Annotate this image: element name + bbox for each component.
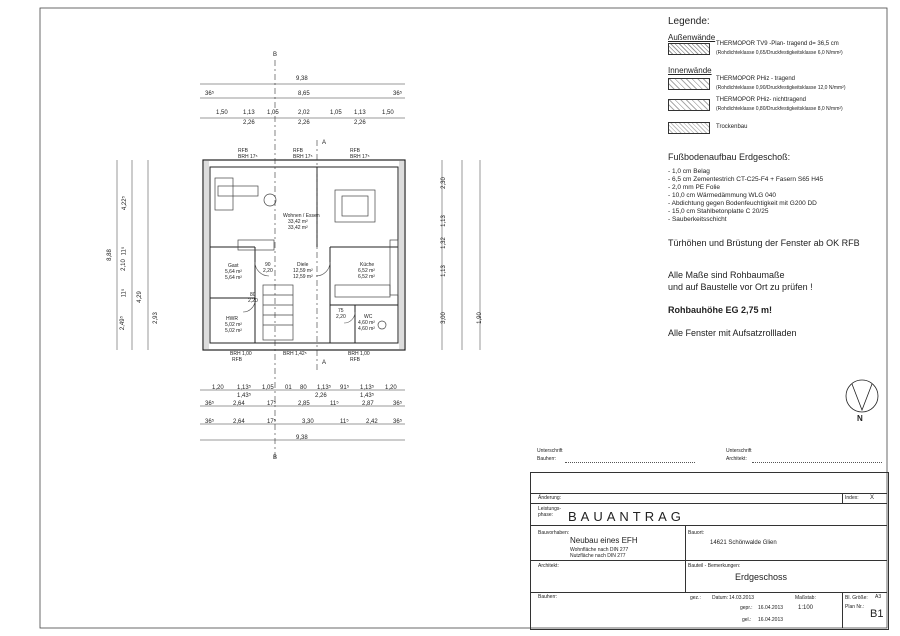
sig-right-label: Unterschrift: [726, 448, 752, 454]
floor-build-list: [668, 168, 823, 224]
dim-bot3-3: 3,30: [302, 419, 314, 425]
dim-top-4: 2,02: [298, 110, 310, 116]
rfb-bottom-2: RFB: [232, 357, 242, 363]
tb-project-label: Bauvorhaben:: [538, 530, 570, 536]
legend-outer-hatch: [668, 43, 710, 55]
rfb-label-2: RFB: [293, 148, 303, 154]
dim-left-4: 11⁵: [121, 288, 128, 298]
tb-phase-label: Leistungs- phase:: [538, 506, 562, 518]
floor-layer: - 6,5 cm Zementestrich CT-C25-F4 + Fasern S65 H45: [668, 176, 824, 183]
rfb-bottom-3: BRH 1,42⁵: [283, 351, 307, 357]
room-gast-name: Gast: [228, 263, 239, 269]
room-wc-area2: 4,60 m²: [358, 326, 375, 332]
dim-bot1-2: 1,13⁵: [237, 385, 252, 391]
dim-left-3: 2,10: [120, 259, 127, 271]
dim-top-2: 1,13: [243, 110, 255, 116]
tb-aenderung: Änderung:: [538, 495, 562, 501]
tb-gel: 16.04.2013: [758, 617, 784, 623]
dim-bot2-4: 11⁵: [330, 401, 339, 407]
dim-left-6: 2,93: [152, 312, 159, 324]
dim-bot2-1: 2,64: [233, 401, 245, 407]
dim-top-6: 1,13: [354, 110, 366, 116]
dim-bot2-3: 2,85: [298, 401, 310, 407]
room-wohnen-area1: 33,42 m²: [288, 219, 308, 225]
dim-bot2-2: 17⁵: [267, 401, 277, 407]
opening-2-h: 2,20: [248, 298, 258, 304]
dim-bot1-9: 1,20: [385, 385, 397, 391]
dim-right-3: 1,32: [440, 237, 447, 249]
sig-left-role: Bauherr:: [537, 456, 557, 462]
tb-plan-label: Plan Nr.:: [845, 604, 865, 610]
tb-plan: B1: [870, 608, 884, 620]
section-lines: [275, 60, 317, 460]
dim-bot3-4: 11⁵: [340, 419, 349, 425]
opening-2: 80: [250, 292, 256, 298]
rfb-bottom-5: RFB: [350, 357, 360, 363]
room-hwr-name: HWR: [226, 316, 238, 322]
legend-inner-item-3: Trockenbau: [716, 124, 748, 130]
opening-3-h: 2,20: [336, 314, 346, 320]
tb-project: Neubau eines EFH: [570, 536, 638, 545]
floor-layer: - Sauberkeitsschicht: [668, 216, 727, 223]
note-height: Rohbauhöhe EG 2,75 m!: [668, 305, 773, 315]
legend-inner-item-2: THERMOPOR PHiz- nichttragend: [716, 97, 807, 103]
dim-top-sub-3: 2,26: [354, 120, 366, 126]
rfb-bottom-4: BRH 1,00: [348, 351, 370, 357]
room-kueche-area2: 6,52 m²: [358, 274, 375, 280]
dim-left-total: 8,88: [106, 249, 113, 261]
room-kueche-area1: 6,52 m²: [358, 268, 375, 274]
dim-bot1-3: 1,05: [262, 385, 274, 391]
room-diele-area2: 12,59 m²: [293, 274, 313, 280]
dim-bot1-8: 1,13⁵: [360, 385, 375, 391]
opening-1-h: 2,20: [263, 268, 273, 274]
tb-project-sub1: Wohnfläche nach DIN 277: [570, 547, 629, 553]
tb-line: [530, 592, 887, 593]
sig-left-line: [565, 462, 695, 463]
tb-owner-label: Bauherr:: [538, 594, 558, 600]
note-doors: Türhöhen und Brüstung der Fenster ab OK RFB: [668, 238, 860, 248]
north-arrow: [846, 380, 878, 412]
tb-line: [842, 493, 843, 503]
dim-left-5: 4,29: [136, 291, 143, 303]
rfb-bottom-1: BRH 1,00: [230, 351, 252, 357]
note-measures-1: Alle Maße sind Rohbaumaße: [668, 270, 785, 280]
tb-part: Erdgeschoss: [735, 572, 788, 582]
tb-scale: 1:100: [798, 605, 814, 611]
tb-gepr-label: gepr.:: [740, 605, 753, 611]
sig-right-role: Architekt:: [726, 456, 747, 462]
dim-right-5: 3,00: [440, 312, 447, 324]
tb-site-label: Bauort:: [688, 530, 705, 536]
tb-line: [685, 525, 686, 592]
dim-bot3-1: 2,64: [233, 419, 245, 425]
dim-left-1: 4,22⁵: [122, 195, 129, 211]
dim-bot-wall-l: 36⁵: [205, 401, 215, 407]
legend-inner-hatch-1: [668, 78, 710, 90]
dim-inner-top: 8,65: [298, 91, 310, 97]
dim-right-2: 1,13: [440, 215, 447, 227]
dim-wall-right: 36⁵: [393, 91, 403, 97]
tb-format: A3: [875, 594, 882, 600]
opening-3: 75: [338, 308, 344, 314]
dim-top-5: 1,05: [330, 110, 342, 116]
brh-label-1: BRH 17⁵: [238, 154, 258, 160]
dim-wall-left: 36⁵: [205, 91, 215, 97]
tb-line: [842, 592, 843, 628]
room-wc-name: WC: [364, 314, 373, 320]
dim-bot2-5: 2,87: [362, 401, 374, 407]
tb-gepr: 16.04.2013: [758, 605, 784, 611]
legend-inner-sub-1: (Rohdichteklasse 0,90/Druckfestigkeitsklasse 12,0 N/mm²): [716, 85, 846, 91]
dim-bot3-5: 2,42: [366, 419, 378, 425]
north-label: N: [857, 414, 863, 423]
dim-total-top: 9,38: [296, 76, 308, 82]
brh-label-3: BRH 17⁵: [350, 154, 370, 160]
legend-outer-title: Außenwände: [668, 33, 716, 42]
dim-top-1: 1,50: [216, 110, 228, 116]
note-windows: Alle Fenster mit Aufsatzrollladen: [668, 328, 797, 338]
room-wohnen-area2: 33,42 m²: [288, 225, 308, 231]
section-mark-bottom: A: [322, 360, 327, 366]
room-wohnen-name: Wohnen / Essen: [283, 213, 320, 219]
dim-left-7: 2,49⁵: [120, 315, 127, 331]
sig-right-line: [752, 462, 882, 463]
tb-site: 14621 Schönwalde Glien: [710, 540, 777, 546]
opening-1: 90: [265, 262, 271, 268]
dim-top-sub-1: 2,26: [243, 120, 255, 126]
dim-top-sub-2: 2,26: [298, 120, 310, 126]
dim-bot3-wall-r: 36⁵: [393, 419, 403, 425]
tb-date: 14.03.2013: [729, 595, 755, 601]
floor-layer: - 15,0 cm Stahlbetonplatte C 20/25: [668, 208, 769, 215]
dim-bot1-5: 80: [300, 385, 307, 391]
dim-total-bottom: 9,38: [296, 435, 308, 441]
room-gast-area2: 5,64 m²: [225, 275, 242, 281]
dim-bot-sub-3: 1,43⁵: [360, 393, 375, 399]
room-diele-name: Diele: [297, 262, 309, 268]
legend-outer-sub: (Rohdichteklasse 0,65/Druckfestigkeitsklasse 6,0 N/mm²): [716, 50, 843, 56]
dim-bot1-7: 91⁵: [340, 385, 350, 391]
tb-gel-label: gel.:: [742, 617, 752, 623]
room-wc-area1: 4,60 m²: [358, 320, 375, 326]
dim-bot1-1: 1,20: [212, 385, 224, 391]
tb-index-val: X: [870, 495, 875, 501]
tb-line: [530, 503, 887, 504]
floor-layer: - 1,0 cm Belag: [668, 168, 710, 175]
dim-left-2: 11⁵: [121, 246, 128, 256]
dim-bot-sub-1: 1,43⁵: [237, 393, 252, 399]
room-gast-area1: 5,64 m²: [225, 269, 242, 275]
legend-outer-item: THERMOPOR TV9 -Plan- tragend d= 36,5 cm: [716, 41, 839, 47]
tb-line: [530, 525, 887, 526]
legend-inner-title: Innenwände: [668, 66, 712, 75]
floor-layer: - Abdichtung gegen Bodenfeuchtigkeit mit G200 DD: [668, 200, 817, 207]
room-diele-area1: 12,59 m²: [293, 268, 313, 274]
room-kueche-name: Küche: [360, 262, 375, 268]
tb-index-label: Index:: [845, 495, 859, 501]
floor-build-title: Fußbodenaufbau Erdgeschoß:: [668, 152, 791, 162]
room-hwr-area2: 5,02 m²: [225, 328, 242, 334]
legend-inner-sub-2: (Rohdichteklasse 0,80/Druckfestigkeitsklasse 8,0 N/mm²): [716, 106, 843, 112]
b-mark-top: B: [273, 52, 278, 58]
dim-top-3: 1,05: [267, 110, 279, 116]
rfb-label-1: RFB: [238, 148, 248, 154]
dim-right-4: 1,13: [440, 265, 447, 277]
dim-top-7: 1,50: [382, 110, 394, 116]
tb-architect-label: Architekt:: [538, 563, 559, 569]
dim-bot1-6: 1,13⁵: [317, 385, 332, 391]
sig-left-label: Unterschrift: [537, 448, 563, 454]
tb-format-label: Bl. Größe:: [845, 595, 868, 601]
section-mark-top: A: [322, 140, 327, 146]
dim-bot1-4: 01: [285, 385, 292, 391]
tb-project-sub2: Nutzfläche nach DIN 277: [570, 553, 626, 559]
dim-bot-wall-r: 36⁵: [393, 401, 403, 407]
floor-layer: - 10,0 cm Wärmedämmung WLG 040: [668, 192, 777, 199]
legend-title: Legende:: [668, 16, 710, 27]
dim-bot3-wall-l: 36⁵: [205, 419, 215, 425]
tb-line: [530, 560, 887, 561]
dim-bot-sub-2: 2,26: [315, 393, 327, 399]
tb-gez-label: gez.:: [690, 595, 701, 601]
brh-label-2: BRH 17⁵: [293, 154, 313, 160]
note-measures-2: und auf Baustelle vor Ort zu prüfen !: [668, 282, 813, 292]
legend-inner-hatch-3: [668, 122, 710, 134]
dim-right-6: 1,90: [476, 312, 483, 324]
rfb-label-3: RFB: [350, 148, 360, 154]
tb-line: [530, 493, 887, 494]
tb-scale-label: Maßstab:: [795, 595, 816, 601]
b-mark-bottom: B: [273, 455, 278, 461]
dim-bot3-2: 17⁵: [267, 419, 277, 425]
room-hwr-area1: 5,02 m²: [225, 322, 242, 328]
legend-inner-item-1: THERMOPOR PHiz - tragend: [716, 76, 796, 82]
tb-date-label: Datum:: [712, 595, 729, 601]
legend-inner-hatch-2: [668, 99, 710, 111]
tb-phase: BAUANTRAG: [568, 509, 685, 524]
dim-right-1: 2,30: [440, 177, 447, 189]
floor-layer: - 2,0 mm PE Folie: [668, 184, 721, 191]
tb-part-label: Bauteil - Bemerkungen:: [688, 563, 741, 569]
